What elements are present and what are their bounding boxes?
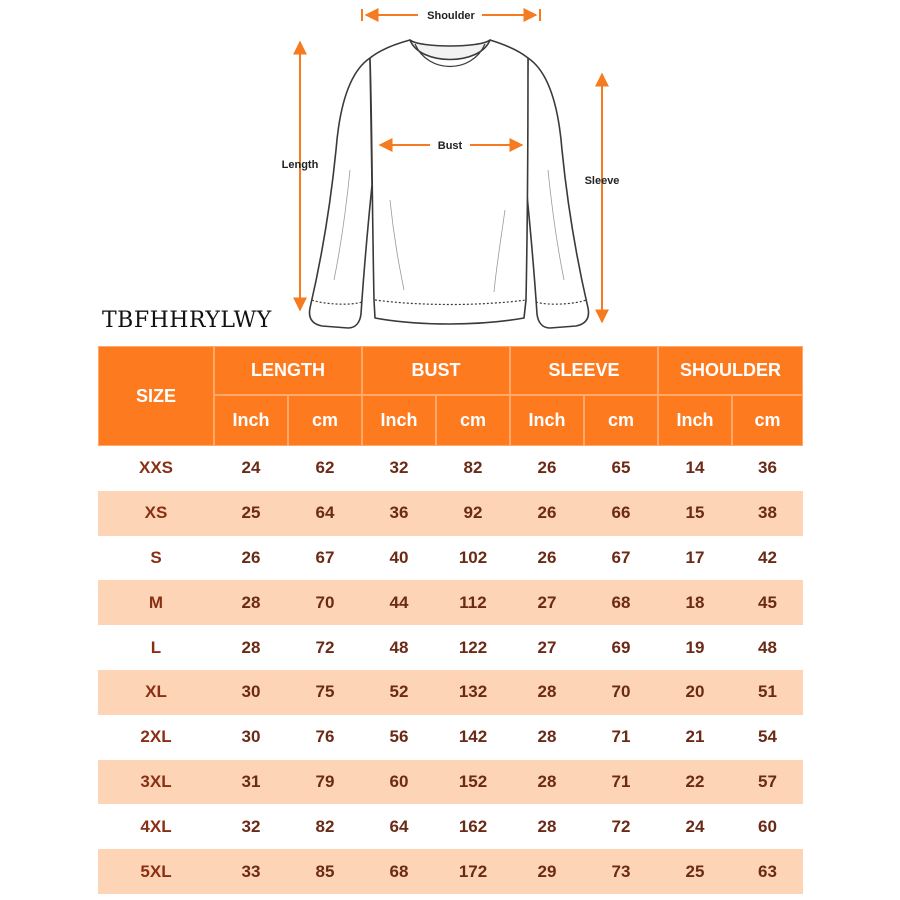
measurement-cell: 24 <box>214 446 288 491</box>
sleeve-measure <box>585 74 620 322</box>
sleeve-header: SLEEVE <box>510 346 658 395</box>
measurement-cell: 62 <box>288 446 362 491</box>
table-row <box>98 446 803 491</box>
unit-header: cm <box>288 395 362 446</box>
measurement-cell: 30 <box>214 670 288 715</box>
table-row <box>98 536 803 581</box>
measurement-cell: 54 <box>732 715 803 760</box>
measurement-cell: 67 <box>584 536 658 581</box>
measurement-cell: 28 <box>214 580 288 625</box>
measurement-cell: 60 <box>362 760 436 805</box>
bust-header: BUST <box>362 346 510 395</box>
measurement-cell: 51 <box>732 670 803 715</box>
shoulder-measure <box>362 9 540 22</box>
measurement-cell: 26 <box>510 536 584 581</box>
measurement-cell: 71 <box>584 715 658 760</box>
length-label: Length <box>281 159 319 171</box>
measurement-cell: 102 <box>436 536 510 581</box>
measurement-cell: 19 <box>658 625 732 670</box>
brand-name: TBFHHRYLWY <box>102 308 272 333</box>
table-row <box>98 580 803 625</box>
measurement-cell: 70 <box>288 580 362 625</box>
measurement-cell: 76 <box>288 715 362 760</box>
measurement-cell: 21 <box>658 715 732 760</box>
measurement-cell: 122 <box>436 625 510 670</box>
measurement-cell: 15 <box>658 491 732 536</box>
measurement-cell: 52 <box>362 670 436 715</box>
measurement-cell: 38 <box>732 491 803 536</box>
measurement-cell: 66 <box>584 491 658 536</box>
measurement-cell: 28 <box>510 760 584 805</box>
size-cell: 3XL <box>98 760 214 805</box>
unit-header: Inch <box>510 395 584 446</box>
measurement-cell: 63 <box>732 849 803 894</box>
measurement-cell: 29 <box>510 849 584 894</box>
measurement-cell: 112 <box>436 580 510 625</box>
measurement-cell: 72 <box>584 804 658 849</box>
measurement-cell: 68 <box>584 580 658 625</box>
measurement-cell: 17 <box>658 536 732 581</box>
measurement-cell: 36 <box>732 446 803 491</box>
measurement-cell: 45 <box>732 580 803 625</box>
measurement-cell: 32 <box>214 804 288 849</box>
measurement-cell: 24 <box>658 804 732 849</box>
measurement-cell: 69 <box>584 625 658 670</box>
measurement-cell: 152 <box>436 760 510 805</box>
measurement-cell: 28 <box>510 715 584 760</box>
measurement-cell: 64 <box>362 804 436 849</box>
table-row <box>98 625 803 670</box>
measurement-cell: 27 <box>510 625 584 670</box>
sleeve-label: Sleeve <box>584 175 620 187</box>
unit-header: Inch <box>658 395 732 446</box>
size-cell: M <box>98 580 214 625</box>
measurement-cell: 25 <box>214 491 288 536</box>
measurement-cell: 132 <box>436 670 510 715</box>
measurement-cell: 68 <box>362 849 436 894</box>
measurement-cell: 67 <box>288 536 362 581</box>
measurement-cell: 44 <box>362 580 436 625</box>
measurement-cell: 92 <box>436 491 510 536</box>
table-row <box>98 670 803 715</box>
measurement-cell: 79 <box>288 760 362 805</box>
unit-header: cm <box>584 395 658 446</box>
measurement-cell: 28 <box>214 625 288 670</box>
measurement-cell: 31 <box>214 760 288 805</box>
measurement-cell: 82 <box>288 804 362 849</box>
size-cell: 4XL <box>98 804 214 849</box>
sweatshirt-measurement-diagram <box>0 0 900 340</box>
measurement-cell: 60 <box>732 804 803 849</box>
measurement-cell: 42 <box>732 536 803 581</box>
measurement-cell: 75 <box>288 670 362 715</box>
shoulder-label: Shoulder <box>427 10 475 22</box>
size-cell: XS <box>98 491 214 536</box>
group-header-row <box>98 346 803 395</box>
measurement-cell: 36 <box>362 491 436 536</box>
measurement-cell: 25 <box>658 849 732 894</box>
unit-header: Inch <box>214 395 288 446</box>
measurement-cell: 40 <box>362 536 436 581</box>
measurement-cell: 32 <box>362 446 436 491</box>
unit-header: cm <box>436 395 510 446</box>
measurement-cell: 71 <box>584 760 658 805</box>
measurement-cell: 142 <box>436 715 510 760</box>
measurement-cell: 18 <box>658 580 732 625</box>
measurement-cell: 56 <box>362 715 436 760</box>
measurement-cell: 27 <box>510 580 584 625</box>
measurement-cell: 64 <box>288 491 362 536</box>
measurement-cell: 65 <box>584 446 658 491</box>
table-row <box>98 760 803 805</box>
measurement-cell: 14 <box>658 446 732 491</box>
measurement-cell: 48 <box>732 625 803 670</box>
measurement-cell: 26 <box>510 446 584 491</box>
measurement-cell: 70 <box>584 670 658 715</box>
measurement-cell: 28 <box>510 670 584 715</box>
size-cell: S <box>98 536 214 581</box>
size-chart-table <box>98 346 803 894</box>
measurement-cell: 162 <box>436 804 510 849</box>
measurement-cell: 30 <box>214 715 288 760</box>
measurement-cell: 172 <box>436 849 510 894</box>
measurement-cell: 73 <box>584 849 658 894</box>
size-cell: 2XL <box>98 715 214 760</box>
measurement-cell: 20 <box>658 670 732 715</box>
size-cell: 5XL <box>98 849 214 894</box>
measurement-cell: 26 <box>510 491 584 536</box>
measurement-cell: 82 <box>436 446 510 491</box>
length-header: LENGTH <box>214 346 362 395</box>
bust-label: Bust <box>437 140 463 152</box>
table-row <box>98 849 803 894</box>
size-cell: XXS <box>98 446 214 491</box>
length-measure <box>282 42 319 310</box>
measurement-cell: 26 <box>214 536 288 581</box>
size-cell: XL <box>98 670 214 715</box>
size-rows <box>98 446 803 894</box>
unit-header: cm <box>732 395 803 446</box>
size-header: SIZE <box>98 346 214 446</box>
measurement-cell: 33 <box>214 849 288 894</box>
measurement-cell: 22 <box>658 760 732 805</box>
unit-header: Inch <box>362 395 436 446</box>
measurement-cell: 72 <box>288 625 362 670</box>
measurement-cell: 57 <box>732 760 803 805</box>
sweatshirt-icon <box>310 40 589 328</box>
measurement-cell: 85 <box>288 849 362 894</box>
measurement-cell: 28 <box>510 804 584 849</box>
table-row <box>98 804 803 849</box>
table-row <box>98 715 803 760</box>
size-cell: L <box>98 625 214 670</box>
measurement-cell: 48 <box>362 625 436 670</box>
shoulder-header: SHOULDER <box>658 346 803 395</box>
table-row <box>98 491 803 536</box>
